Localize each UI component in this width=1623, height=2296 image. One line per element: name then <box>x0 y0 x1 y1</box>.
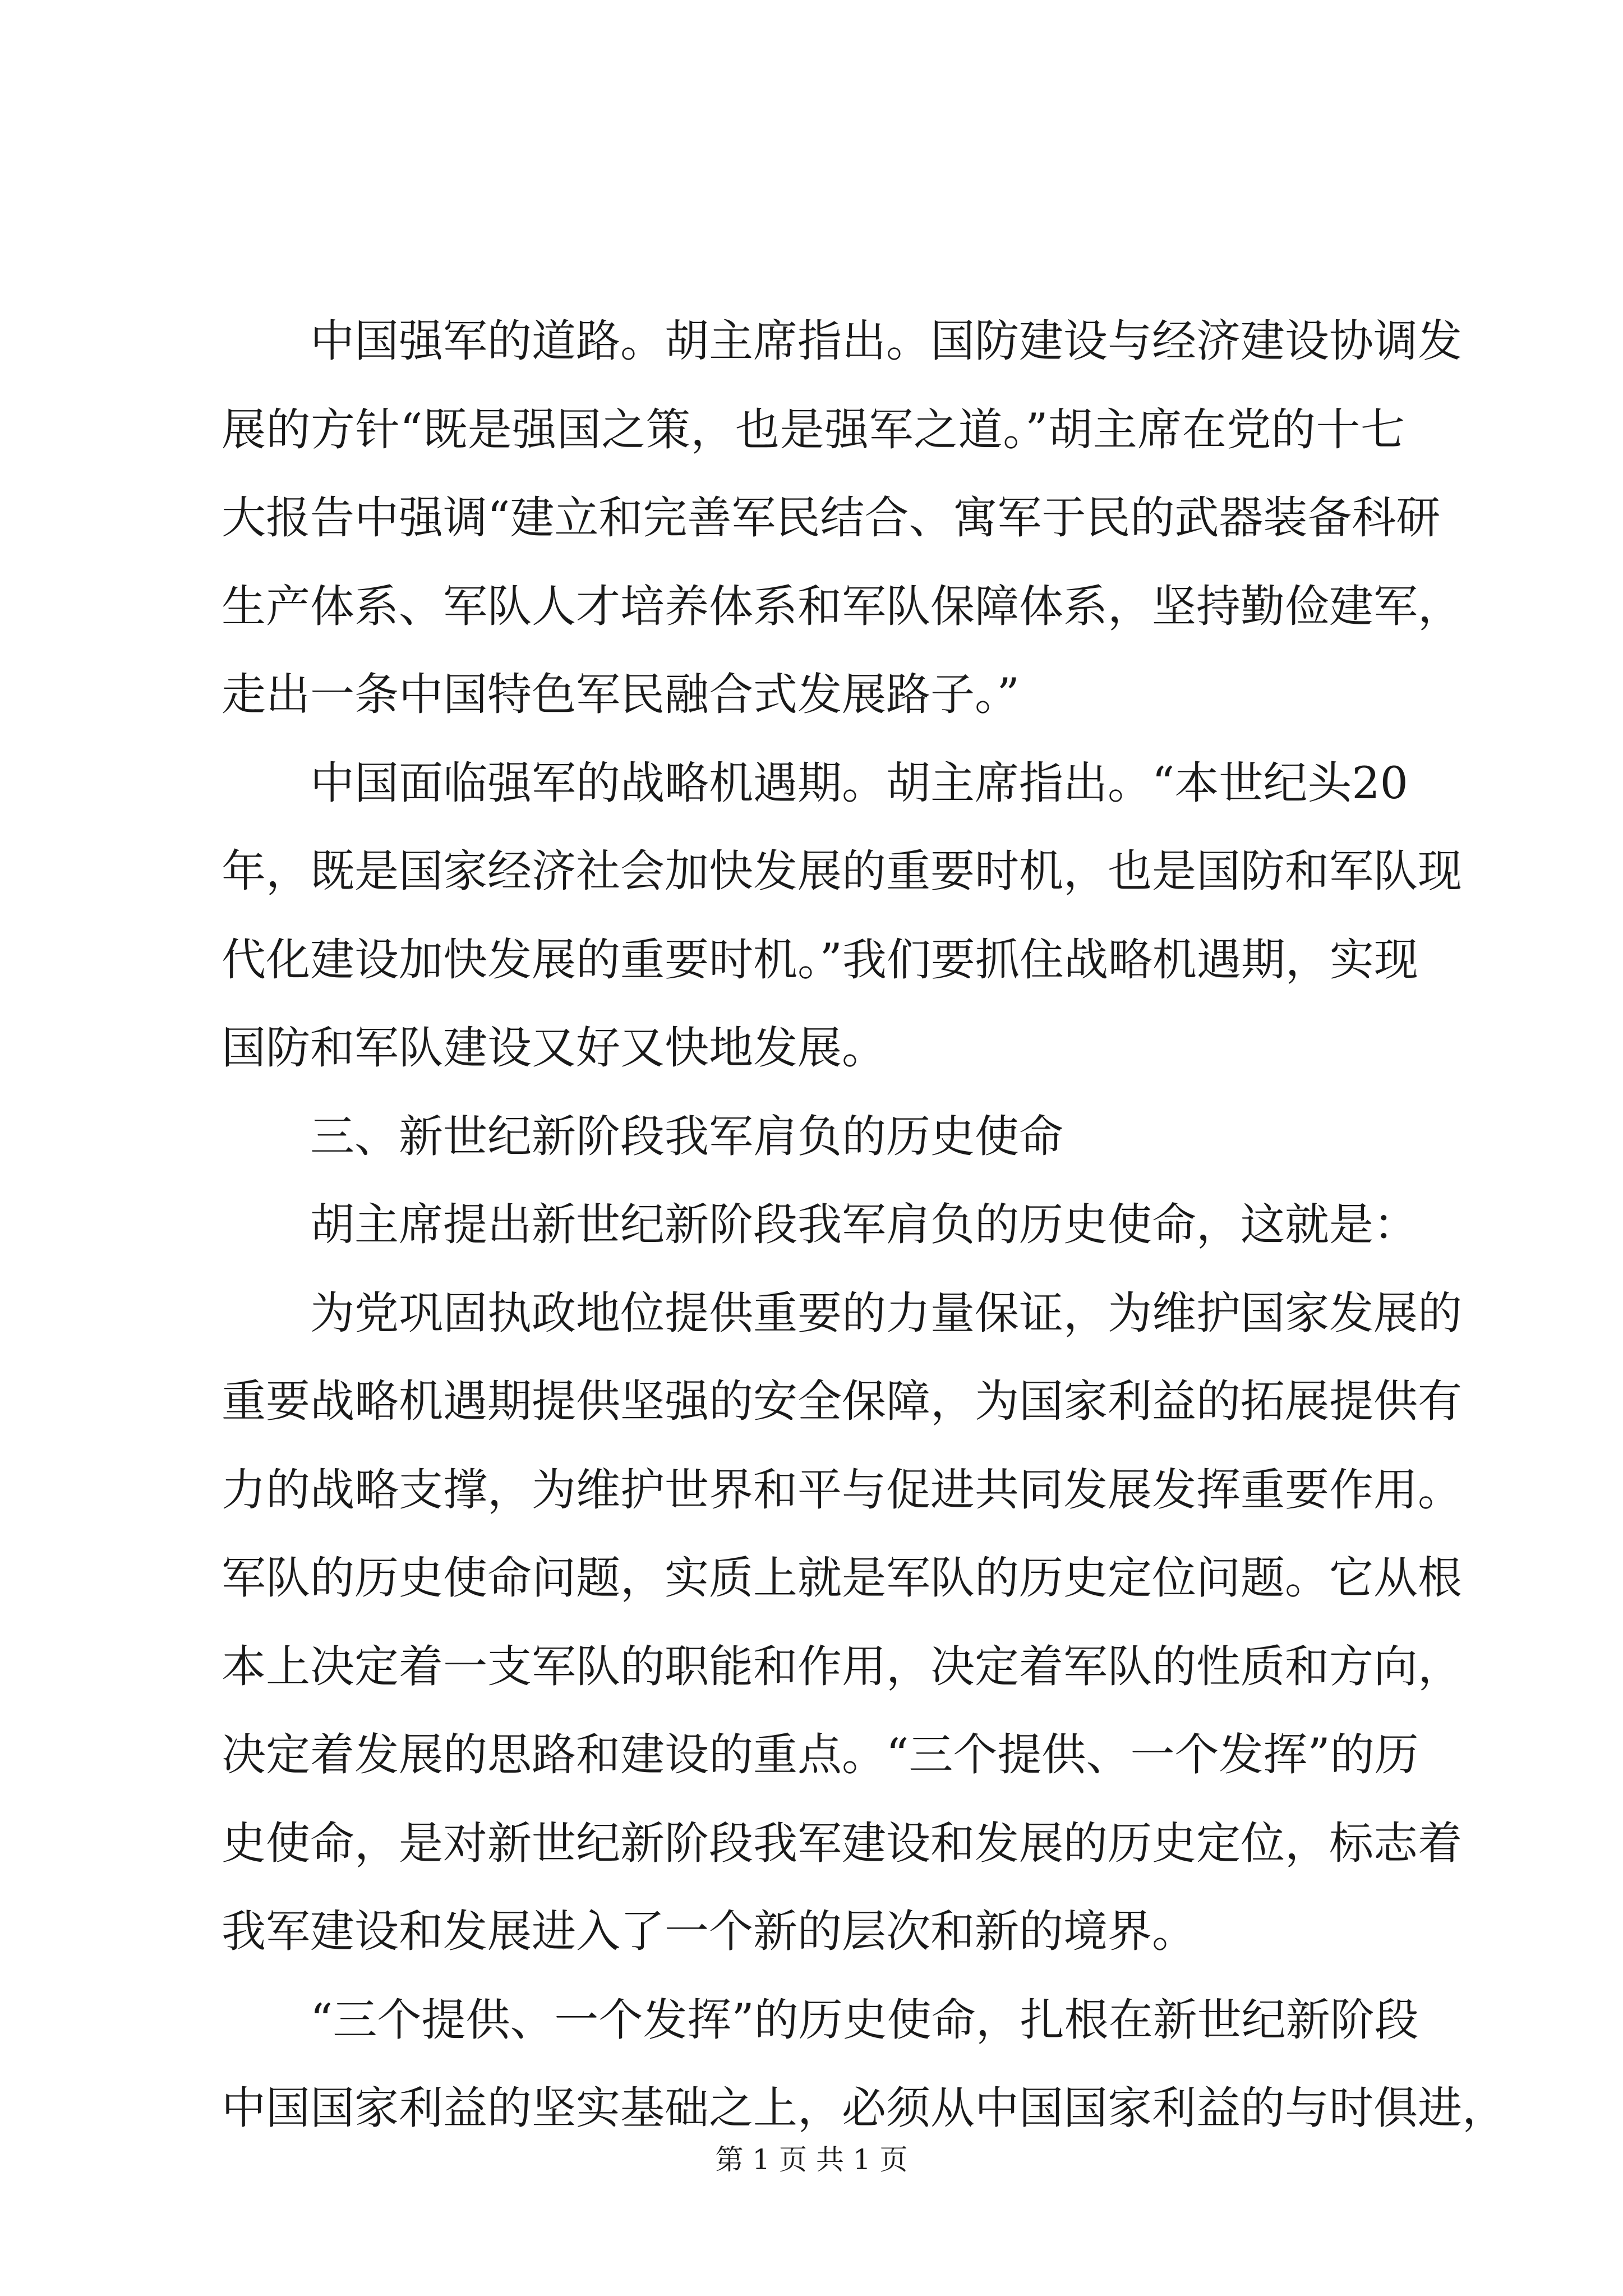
text-line: 生产体系、军队人才培养体系和军队保障体系，坚持勤俭建军， <box>222 580 1462 632</box>
text-line: 国防和军队建设又好又快地发展。 <box>222 1022 886 1074</box>
text-line: 决定着发展的思路和建设的重点。“三个提供、一个发挥”的历 <box>222 1729 1419 1780</box>
text-line: 我军建设和发展进入了一个新的层次和新的境界。 <box>222 1906 1196 1957</box>
text-line: 重要战略机遇期提供坚强的安全保障，为国家利益的拓展提供有 <box>222 1375 1462 1427</box>
text-line: 胡主席提出新世纪新阶段我军肩负的历史使命，这就是： <box>310 1199 1418 1250</box>
text-line: 为党巩固执政地位提供重要的力量保证，为维护国家发展的 <box>310 1287 1462 1339</box>
text-line: 走出一条中国特色军民融合式发展路子。” <box>222 669 1020 720</box>
text-line: 中国国家利益的坚实基础之上，必须从中国国家利益的与时俱进， <box>222 2082 1506 2134</box>
text-line: 史使命，是对新世纪新阶段我军建设和发展的历史定位，标志着 <box>222 1817 1462 1869</box>
text-line: 年，既是国家经济社会加快发展的重要时机，也是国防和军队现 <box>222 845 1462 897</box>
text-line: 代化建设加快发展的重要时机。”我们要抓住战略机遇期，实现 <box>222 933 1418 986</box>
document-body <box>222 297 1506 2153</box>
text-line: “三个提供、一个发挥”的历史使命，扎根在新世纪新阶段 <box>310 1994 1419 2046</box>
text-line: 大报告中强调“建立和完善军民结合、寓军于民的武器装备科研 <box>222 492 1441 544</box>
text-line: 本上决定着一支军队的职能和作用，决定着军队的性质和方向， <box>222 1640 1462 1692</box>
text-line: 展的方针“既是强国之策，也是强军之道。”胡主席在党的十七 <box>222 403 1405 455</box>
text-line: 军队的历史使命问题，实质上就是军队的历史定位问题。它从根 <box>222 1552 1462 1604</box>
text-line: 中国面临强军的战略机遇期。胡主席指出。“本世纪头20 <box>310 757 1408 809</box>
text-line: 三、新世纪新阶段我军肩负的历史使命 <box>310 1110 1063 1162</box>
text-line: 中国强军的道路。胡主席指出。国防建设与经济建设协调发 <box>310 315 1462 367</box>
page-footer: 第 1 页 共 1 页 <box>715 2143 908 2176</box>
text-line: 力的战略支撑，为维护世界和平与促进共同发展发挥重要作用。 <box>222 1464 1462 1516</box>
